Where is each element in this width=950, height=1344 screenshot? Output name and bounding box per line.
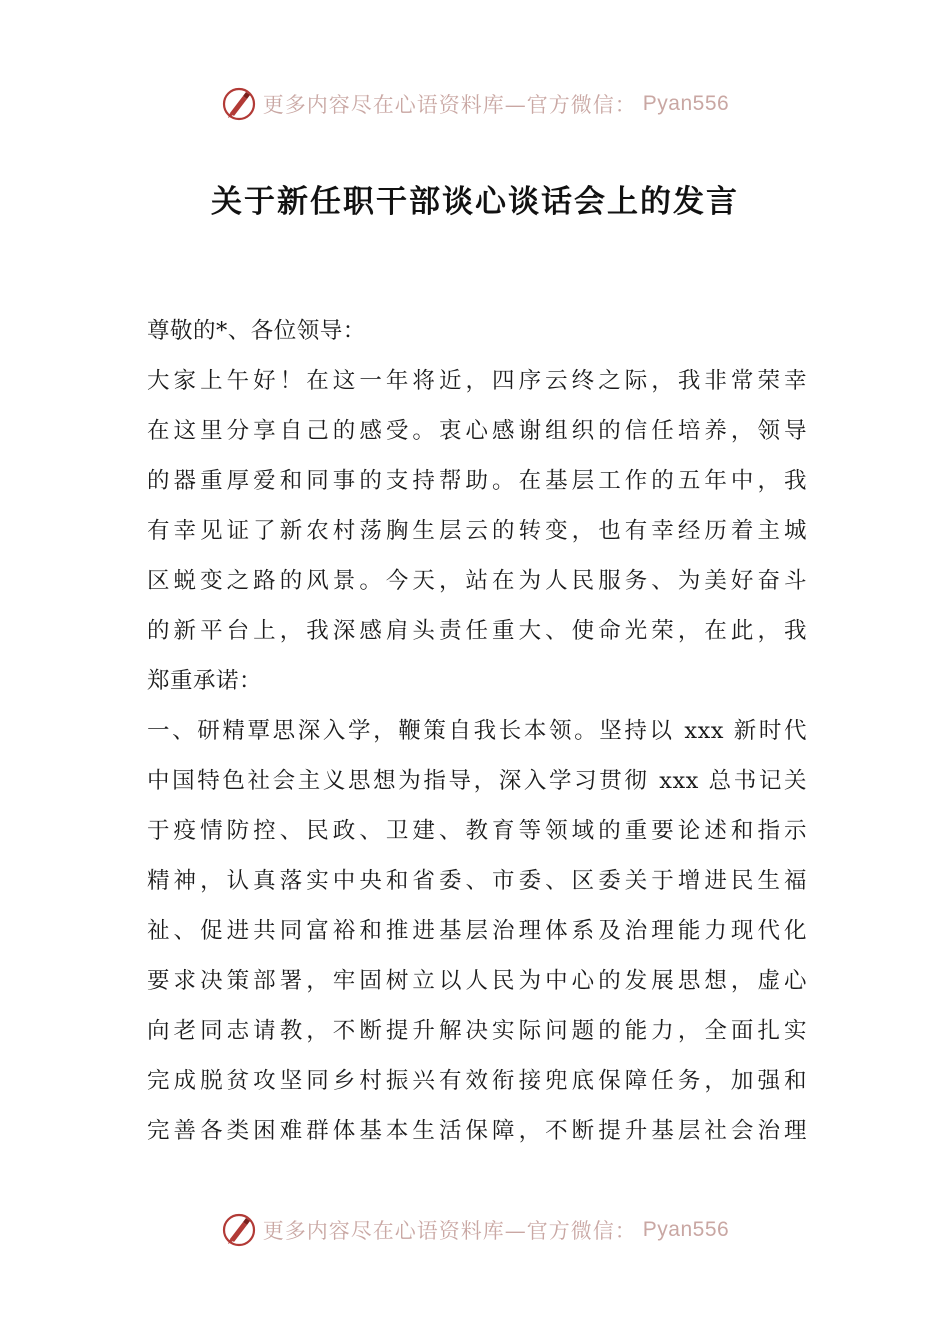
- text-line: 完成脱贫攻坚同乡村振兴有效衔接兜底保障任务，加强和: [147, 1068, 807, 1094]
- text-line: 有幸见证了新农村荡胸生层云的转变，也有幸经历着主城: [147, 518, 807, 544]
- text-line: 的新平台上，我深感肩头责任重大、使命光荣，在此，我: [147, 618, 807, 644]
- pen-logo-icon: [221, 86, 257, 122]
- document-body: [147, 306, 807, 1156]
- text-line: 向老同志请教，不断提升解决实际问题的能力，全面扎实: [147, 1018, 807, 1044]
- text-line: 大家上午好！在这一年将近，四序云终之际，我非常荣幸: [147, 368, 807, 394]
- text-line: 祉、促进共同富裕和推进基层治理体系及治理能力现代化: [147, 918, 807, 944]
- watermark-header: [0, 82, 950, 126]
- watermark-wechat-id: Pyan556: [642, 92, 730, 115]
- text-line: 一、研精覃思深入学，鞭策自我长本领。坚持以 xxx 新时代: [147, 718, 807, 744]
- text-line: 中国特色社会主义思想为指导，深入学习贯彻 xxx 总书记关: [147, 768, 807, 794]
- text-line: 郑重承诺：: [147, 668, 263, 694]
- document-title: 关于新任职干部谈心谈话会上的发言: [211, 184, 739, 220]
- text-line: 的器重厚爱和同事的支持帮助。在基层工作的五年中，我: [147, 468, 807, 494]
- salutation: 尊敬的*、各位领导：: [147, 318, 366, 344]
- watermark-text: 更多内容尽在心语资料库—官方微信：: [262, 1219, 637, 1243]
- text-line: 在这里分享自己的感受。衷心感谢组织的信任培养，领导: [147, 418, 807, 444]
- text-line: 区蜕变之路的风景。今天，站在为人民服务、为美好奋斗: [147, 568, 807, 594]
- text-line: 要求决策部署，牢固树立以人民为中心的发展思想，虚心: [147, 968, 807, 994]
- watermark-text: 更多内容尽在心语资料库—官方微信：: [262, 93, 637, 117]
- watermark-wechat-id: Pyan556: [642, 1218, 730, 1241]
- text-line: 完善各类困难群体基本生活保障，不断提升基层社会治理: [147, 1118, 807, 1144]
- watermark-footer: [0, 1208, 950, 1252]
- pen-logo-icon: [221, 1212, 257, 1248]
- text-line: 于疫情防控、民政、卫建、教育等领域的重要论述和指示: [147, 818, 807, 844]
- text-line: 精神，认真落实中央和省委、市委、区委关于增进民生福: [147, 868, 807, 894]
